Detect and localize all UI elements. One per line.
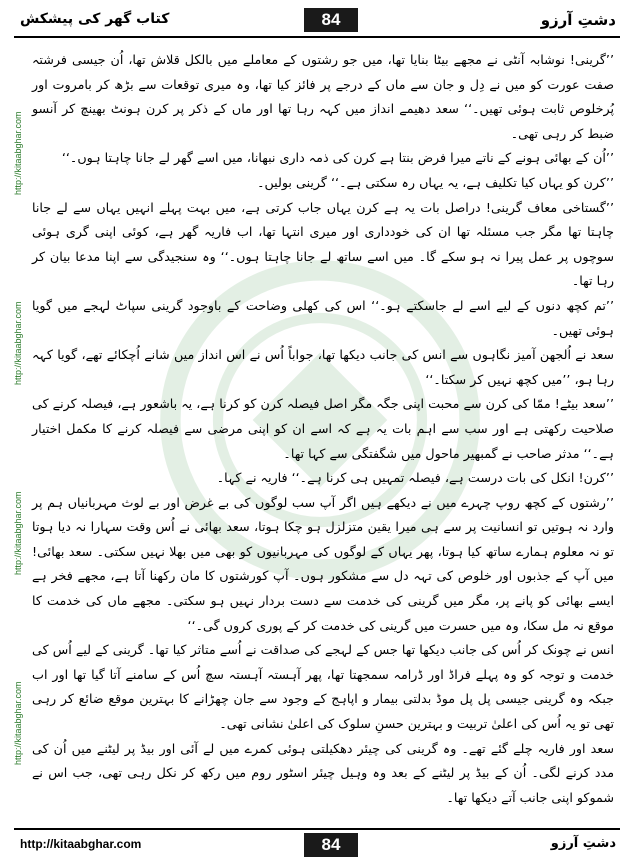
paragraph: ’’کرن کو یہاں کیا تکلیف ہے، یہ یہاں رہ سکتی ہے۔‘‘ گرینی بولیں۔	[257, 174, 614, 190]
side-url[interactable]: http://kitaabghar.com	[13, 681, 23, 765]
header-page-number: 84	[304, 8, 358, 32]
page-footer	[14, 832, 620, 858]
paragraph: ’’تم کچھ دنوں کے لیے اسے لے جاسکتے ہو۔‘‘ اس کی کھلی وضاحت کے باوجود گرینی سپاٹ لہجے میں گویا ہوئی تھیں۔	[32, 297, 614, 338]
paragraph: ’’کرن! انکل کی بات درست ہے، فیصلہ تمہیں ہی کرنا ہے۔‘‘ فاریہ نے کہا۔	[216, 470, 614, 486]
side-url[interactable]: http://kitaabghar.com	[13, 111, 23, 195]
paragraph: سعد اور فاریہ چلے گئے تھے۔ وہ گرینی کی چیئر دھکیلتی ہوئی کمرے میں لے آئی اور بیڈ پر لیٹنے میں اُن کی مدد کرنے لگی۔ اُن کے بیڈ پر لیٹنے کے بعد وہ وہیل چیئر اسٹور روم میں رکھ کر نکل رہی تھی، جب اس نے شموکو اپنی جانب آتے دیکھا تھا۔	[32, 740, 614, 805]
paragraph: ’’سعد بیٹے! ممّا کی کرن سے محبت اپنی جگہ مگر اصل فیصلہ کرن کو کرنا ہے، یہ باشعور ہے، فیصلہ کرنے کی صلاحیت رکھتی ہے اور سب سے اہم بات یہ ہے کہ اسے ان کو اپنی مرضی سے فیصلہ کرنے کا مکمل اختیار ہے۔‘‘ مدثر صاحب نے گمبھیر ماحول میں شگفتگی سے کہا تھا۔	[32, 396, 614, 461]
paragraph: ’’رشتوں کے کچھ روپ چہرے میں نے دیکھے ہیں اگر آپ سب لوگوں کی بے غرض اور بے لوث مہربانیاں ہم پر وارد نہ ہوتیں تو انسانیت پر سے ہی میرا یقین متزلزل ہو چکا ہوتا، سعد بھائی نے اُس وقت سہارا نہ دیا ہوتا تو نہ معلوم ہمارے ساتھ کیا ہوتا، پھر یہاں کے لوگوں کی مہربانیوں کو بھی میں بھلا نہیں سکتی۔ سعد بھائی! میں آپ کے جذبوں اور خلوص کی تہہ دل سے مشکور ہوں۔ آپ کورشتوں کا مان رکھنا آتا ہے، مجھے فخر ہے ایسے بھائی کو پانے پر، مگر میں گرینی کی خدمت سے دست بردار نہیں ہو سکتی۔ مجھے ماں کی خدمت کا موقع نہ مل سکا، وہ میں حسرت میں گرینی کی خدمت کر کے پوری کروں گی۔‘‘	[32, 494, 614, 633]
paragraph: ’’گرینی! نوشابہ آنٹی نے مجھے بیٹا بنایا تھا، میں جو رشتوں کے معاملے میں بالکل قلاش تھا، اُن جیسی فرشتہ صفت عورت کو میں نے دِل و جان سے ماں کے درجے پر فائز کیا تھا، وہ میری توقعات سے بڑھ کر بامروت اور پُرخلوص ثابت ہوئی تھیں۔‘‘ سعد دھیمے انداز میں کہہ رہا تھا اور ماں کے ذکر پر کرن ہونٹ بھینچ کر آنسو ضبط کر رہی تھی۔	[32, 52, 614, 141]
paragraph: ’’اُن کے بھائی ہونے کے ناتے میرا فرض بنتا ہے کرن کی ذمہ داری نبھانا، میں اسے گھر لے جانا چاہتا ہوں۔‘‘	[61, 150, 614, 166]
side-url[interactable]: http://kitaabghar.com	[13, 301, 23, 385]
paragraph: انس نے چونک کر اُس کی جانب دیکھا تھا جس کے لہجے کی صداقت نے اُسے متاثر کیا تھا۔ گرینی کے لیے اُس کی خدمت و توجہ کو وہ پہلے فراڈ اور ڈرامہ سمجھتا تھا، پھر آہستہ آہستہ سچ اُس کے سامنے آتا گیا تھا اور اب جبکہ وہ گرینی جیسی پل پل موڈ بدلتی بیمار و اپاہج کے وجود سے جان چھڑانے کا بہترین موقع ضائع کر رہی تھی تو یہ اُس کی اعلیٰ تربیت و بہترین حسنِ سلوک کی اعلیٰ نشانی تھی۔	[32, 642, 614, 732]
header-rule	[14, 36, 620, 38]
paragraph: ’’گستاخی معاف گرینی! دراصل بات یہ ہے کرن یہاں جاب کرتی ہے، میں بہت پہلے انہیں یہاں سے لے جانا چاہتا تھا مگر جب مسئلہ تھا ان کی خودداری اور میری انتہا تھا، اب فاریہ گھر ہے، کوئی اپنی گری ہوئی سوچوں پر عمل پیرا نہ ہو سکے گا۔ میں اسے ساتھ لے جانا چاہتا ہوں۔‘‘ وہ سنجیدگی سے اپنا مدعا بیان کر رہا تھا۔	[32, 199, 614, 289]
page-header	[14, 6, 620, 34]
footer-page-number: 84	[304, 833, 358, 857]
footer-book-title: دشتِ آرزو	[550, 836, 616, 851]
paragraph: سعد نے اُلجھن آمیز نگاہوں سے انس کی جانب دیکھا تھا، جواباً اُس نے اس انداز میں شانے اُچکائے تھے، گویا کہہ رہا ہو، ’’میں کچھ نہیں کر سکتا۔‘‘	[32, 347, 614, 387]
footer-rule	[14, 828, 620, 830]
side-url-strip	[8, 60, 26, 820]
header-book-title: دشتِ آرزو	[540, 11, 616, 29]
story-text	[32, 48, 614, 810]
footer-url[interactable]: http://kitaabghar.com	[20, 837, 142, 851]
header-publisher: کتاب گھر کی پیشکش	[20, 11, 170, 27]
side-url[interactable]: http://kitaabghar.com	[13, 491, 23, 575]
